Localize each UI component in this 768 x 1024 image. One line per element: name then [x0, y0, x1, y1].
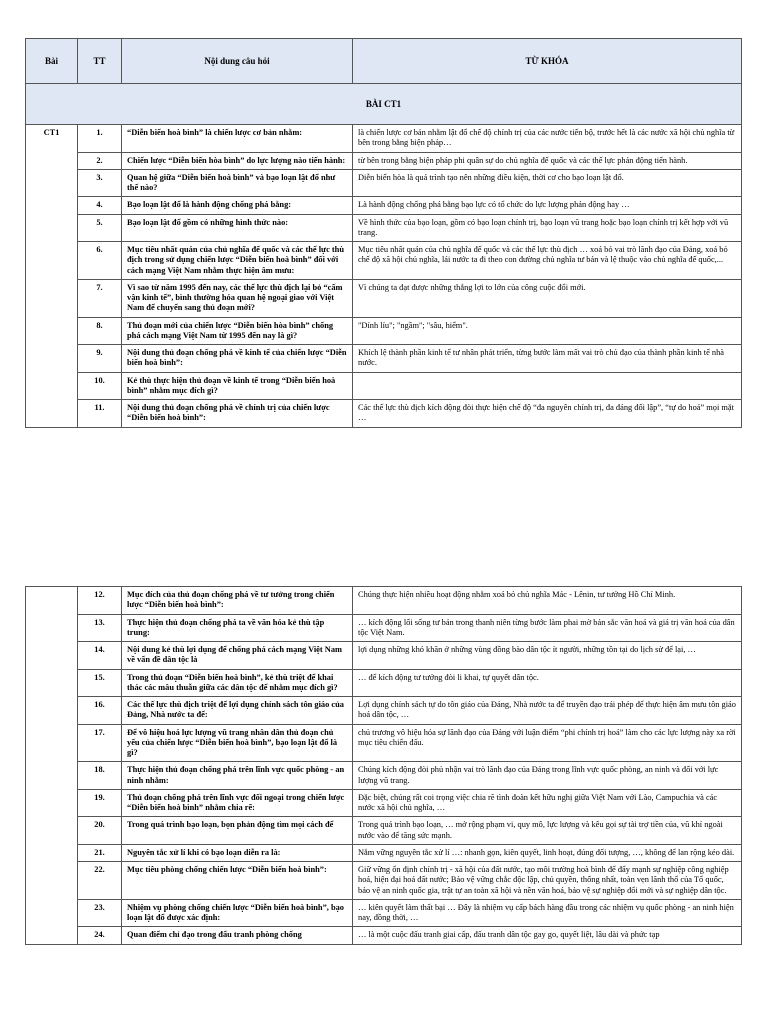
keyword-text: … là một cuộc đấu tranh giai cấp, đấu tranh dân tộc gay go, quyết liệt, lâu dài và phức tạp	[358, 930, 660, 940]
question-cell: Mục đích của thủ đoạn chống phá về tư tưởng trong chiến lược “Diễn biến hoà bình”:	[122, 587, 353, 615]
keyword-text: là chiến lược cơ bản nhằm lật đổ chế độ chính trị của các nước tiến bộ, trước hết là các nước xã hội chủ nghĩa từ bên trong bằng biện pháp…	[358, 128, 735, 148]
table-row	[26, 214, 742, 242]
keyword-cell	[353, 862, 742, 900]
question-cell: Nguyên tắc xử lí khi có bạo loạn diễn ra là:	[122, 844, 353, 861]
row-number: 18.	[78, 762, 122, 790]
table-row	[26, 242, 742, 280]
row-number: 16.	[78, 697, 122, 725]
keyword-cell	[353, 242, 742, 280]
keyword-text: Khích lệ thành phần kinh tế tư nhân phát triển, từng bước làm mất vai trò chủ đạo của thành phần kinh tế nhà nước.	[358, 348, 724, 368]
row-number: 10.	[78, 372, 122, 400]
table-row	[26, 152, 742, 169]
table-row	[26, 614, 742, 642]
table-row	[26, 125, 742, 153]
row-number: 2.	[78, 152, 122, 169]
keyword-cell	[353, 642, 742, 670]
row-number: 11.	[78, 400, 122, 428]
keyword-cell	[353, 789, 742, 817]
question-cell: Mục tiêu phòng chống chiến lược “Diễn biến hoà bình”:	[122, 862, 353, 900]
header-bai: Bài	[26, 39, 78, 84]
keyword-text: Trong quá trình bạo loạn, … mở rộng phạm vi, quy mô, lực lượng và kêu gọi sự tài trợ tiền của, vũ khí ngoài nước vào để tăng sức mạnh.	[358, 820, 723, 840]
question-cell: Thủ đoạn chống phá trên lĩnh vực đối ngoại trong chiến lược “Diễn biến hoà bình” nhằm chia rẽ:	[122, 789, 353, 817]
table-row	[26, 642, 742, 670]
header-question: Nội dung câu hỏi	[122, 39, 353, 84]
table-row	[26, 317, 742, 345]
keyword-text: Về hình thức của bạo loạn, gồm có bạo loạn chính trị, bạo loạn vũ trang hoặc bạo loạn chính trị kết hợp với vũ trang.	[358, 217, 729, 237]
row-number: 19.	[78, 789, 122, 817]
table-row	[26, 724, 742, 762]
table-row	[26, 372, 742, 400]
table-row	[26, 279, 742, 317]
keyword-text: … kích động lối sống tư bản trong thanh niên từng bước làm phai mờ bản sắc văn hoá và giá trị văn hoá của dân tộc Việt Nam.	[358, 617, 735, 637]
keyword-text: … để kích động tư tưởng đòi li khai, tự quyết dân tộc.	[358, 672, 539, 682]
header-tt: TT	[78, 39, 122, 84]
row-number: 14.	[78, 642, 122, 670]
table-row	[26, 587, 742, 615]
row-number: 3.	[78, 169, 122, 197]
table-row	[26, 197, 742, 214]
row-number: 17.	[78, 724, 122, 762]
keyword-text: Các thế lực thù địch kích động đòi thực hiện chế độ “đa nguyên chính trị, đa đảng đối lập”, “tự do hoá” mọi mặt …	[358, 403, 734, 423]
bai-cell	[26, 587, 78, 945]
question-cell: Các thế lực thù địch triệt để lợi dụng chính sách tôn giáo của Đảng, Nhà nước ta để:	[122, 697, 353, 725]
question-cell: Trong thủ đoạn “Diễn biến hoà bình”, kẻ thù triệt để khai thác các mâu thuẫn giữa các dân tộc để nhằm mục đích gì?	[122, 669, 353, 697]
keyword-cell	[353, 152, 742, 169]
keyword-cell	[353, 697, 742, 725]
question-cell: Nội dung thủ đoạn chống phá về kinh tế của chiến lược “Diễn biến hoà bình”:	[122, 345, 353, 373]
header-keyword: TỪ KHÓA	[353, 39, 742, 84]
row-number: 1.	[78, 125, 122, 153]
row-number: 9.	[78, 345, 122, 373]
table-row	[26, 844, 742, 861]
table-page-1	[25, 38, 741, 428]
question-cell: Thực hiện thủ đoạn chống phá trên lĩnh vực quốc phòng - an ninh nhằm:	[122, 762, 353, 790]
keyword-cell	[353, 345, 742, 373]
question-cell: Quan hệ giữa “Diễn biến hoà bình” và bạo loạn lật đổ như thế nào?	[122, 169, 353, 197]
question-cell: Kẻ thù thực hiện thủ đoạn về kinh tế trong “Diễn biến hoà bình” nhằm mục đích gì?	[122, 372, 353, 400]
keyword-cell	[353, 169, 742, 197]
question-table	[25, 38, 742, 428]
row-number: 23.	[78, 899, 122, 927]
keyword-cell	[353, 400, 742, 428]
keyword-text: chủ trương vô hiệu hóa sự lãnh đạo của Đảng với luận điểm “phi chính trị hoá” làm cho các lực lượng này xa rời mục tiêu chiến đấu.	[358, 727, 736, 747]
keyword-text: từ bên trong bằng biện pháp phi quân sự do chủ nghĩa đế quốc và các thế lực phản động tiến hành.	[358, 155, 688, 165]
keyword-cell	[353, 587, 742, 615]
row-number: 22.	[78, 862, 122, 900]
question-cell: Chiến lược “Diễn biến hòa bình” do lực lượng nào tiến hành:	[122, 152, 353, 169]
table-row	[26, 669, 742, 697]
keyword-cell	[353, 317, 742, 345]
question-cell: Quan điểm chỉ đạo trong đấu tranh phòng chống	[122, 927, 353, 944]
question-cell: Nhiệm vụ phòng chống chiến lược “Diễn biến hoà bình”, bạo loạn lật đổ được xác định:	[122, 899, 353, 927]
table-row	[26, 899, 742, 927]
row-number: 4.	[78, 197, 122, 214]
keyword-text: … kiên quyết làm thất bại … Đây là nhiệm vụ cấp bách hàng đầu trong các nhiệm vụ quốc phòng - an ninh hiện nay, đồng thời, …	[358, 902, 734, 922]
row-number: 24.	[78, 927, 122, 944]
bai-cell: CT1	[26, 125, 78, 428]
table-row	[26, 345, 742, 373]
question-cell: Trong quá trình bạo loạn, bọn phản động tìm mọi cách để	[122, 817, 353, 845]
keyword-cell	[353, 125, 742, 153]
question-table-continued	[25, 586, 742, 945]
keyword-text: Diễn biến hòa là quá trình tạo nên những điều kiện, thời cơ cho bạo loạn lật đổ.	[358, 172, 624, 182]
question-cell: Thủ đoạn mới của chiến lược “Diễn biến hòa bình” chống phá cách mạng Việt Nam từ 1995 đến nay là gì?	[122, 317, 353, 345]
question-cell: Để vô hiệu hoá lực lượng vũ trang nhân dân thủ đoạn chủ yếu của chiến lược “Diễn biến hoà bình”, bạo loạn lật đổ là gì?	[122, 724, 353, 762]
keyword-cell	[353, 927, 742, 944]
table-row	[26, 817, 742, 845]
keyword-cell	[353, 762, 742, 790]
table-page-2	[25, 586, 741, 945]
keyword-cell	[353, 844, 742, 861]
table-row	[26, 697, 742, 725]
keyword-cell	[353, 669, 742, 697]
keyword-cell	[353, 372, 742, 400]
table-row	[26, 762, 742, 790]
table-row	[26, 789, 742, 817]
row-number: 21.	[78, 844, 122, 861]
row-number: 12.	[78, 587, 122, 615]
table-row	[26, 400, 742, 428]
keyword-text: Lợi dụng chính sách tự do tôn giáo của Đảng, Nhà nước ta để truyền đạo trái phép để thực hiện âm mưu tôn giáo hoá dân tộc, …	[358, 700, 736, 720]
keyword-cell	[353, 899, 742, 927]
question-cell: Bạo loạn lật đổ là hành động chống phá bằng:	[122, 197, 353, 214]
question-cell: “Diễn biến hoà bình” là chiến lược cơ bản nhằm:	[122, 125, 353, 153]
keyword-text: lợi dụng những khó khăn ở những vùng đồng bào dân tộc ít người, những tồn tại do lịch sử để lại, …	[358, 645, 696, 654]
keyword-text: Đặc biệt, chúng rất coi trọng việc chia rẽ tình đoàn kết hữu nghị giữa Việt Nam với Lào, Campuchia và các nước xã hội chủ nghĩa, …	[358, 792, 718, 812]
row-number: 20.	[78, 817, 122, 845]
table-row	[26, 169, 742, 197]
keyword-text: Mục tiêu nhất quán của chủ nghĩa đế quốc và các thế lực thù địch … xoá bỏ vai trò lãnh đạo của Đảng, xoá bỏ chế độ xã hội chủ nghĩa, lái nước ta đi theo con đường chủ nghĩa tư bản và lệ thuộc vào chủ nghĩa đế quốc,...	[358, 245, 728, 265]
keyword-text: Nắm vững nguyên tắc xử lí …: nhanh gọn, kiên quyết, linh hoạt, đúng đối tượng, …, không để lan rộng kéo dài.	[358, 847, 735, 857]
question-cell: Thực hiện thủ đoạn chống phá ta về văn hóa kẻ thù tập trung:	[122, 614, 353, 642]
keyword-text: Giữ vững ổn định chính trị - xã hội của đất nước, tạo môi trường hoà bình để đẩy mạnh sự nghiệp công nghiệp hoá, hiện đại hoá đất nước; Bảo vệ vững chắc độc lập, chủ quyền, thống nhất, toàn vẹn lãnh thổ của Tổ quốc, bảo vệ an ninh quốc gia, trật tự an toàn xã hội và nền văn hoá, bảo vệ sự nghiệp đổi mới và sự nghiệp dân tộc.	[358, 865, 729, 895]
question-cell: Bạo loạn lật đổ gồm có những hình thức nào:	[122, 214, 353, 242]
question-cell: Nội dung thủ đoạn chống phá về chính trị của chiến lược “Diễn biến hoà bình”:	[122, 400, 353, 428]
row-number: 13.	[78, 614, 122, 642]
question-cell: Vì sao từ năm 1995 đến nay, các thế lực thù địch lại bỏ “cấm vận kinh tế”, bình thường hóa quan hệ ngoại giao với Việt Nam để chuyển sang thủ đoạn mới?	[122, 279, 353, 317]
section-title: BÀI CT1	[26, 84, 742, 125]
question-cell: Mục tiêu nhất quán của chủ nghĩa đế quốc và các thế lực thù địch trong sử dụng chiến lược “Diễn biến hoà bình” đối với cách mạng Việt Nam nhằm thực hiện âm mưu:	[122, 242, 353, 280]
keyword-text: Chúng thực hiện nhiều hoạt động nhằm xoá bỏ chủ nghĩa Mác - Lênin, tư tưởng Hồ Chí Minh.	[358, 590, 676, 599]
keyword-cell	[353, 817, 742, 845]
row-number: 8.	[78, 317, 122, 345]
row-number: 5.	[78, 214, 122, 242]
keyword-text: Là hành động chống phá bằng bạo lực có tổ chức do lực lượng phản động hay …	[358, 200, 630, 210]
header-row	[26, 39, 742, 84]
keyword-cell	[353, 724, 742, 762]
row-number: 7.	[78, 279, 122, 317]
question-cell: Nội dung kẻ thù lợi dụng để chống phá cách mạng Việt Nam về vấn đề dân tộc là	[122, 642, 353, 670]
keyword-cell	[353, 614, 742, 642]
keyword-text: "Dính líu"; "ngầm"; "sâu, hiểm".	[358, 320, 468, 330]
table-row	[26, 927, 742, 944]
section-row	[26, 84, 742, 125]
row-number: 6.	[78, 242, 122, 280]
keyword-text: Chúng kích động đòi phủ nhận vai trò lãnh đạo của Đảng trong lĩnh vực quốc phòng, an ninh và đối với lực lượng vũ trang.	[358, 765, 719, 785]
keyword-text: Vì chúng ta đạt được những thắng lợi to lớn của công cuộc đổi mới.	[358, 282, 586, 292]
keyword-cell	[353, 197, 742, 214]
table-row	[26, 862, 742, 900]
keyword-cell	[353, 279, 742, 317]
row-number: 15.	[78, 669, 122, 697]
keyword-cell	[353, 214, 742, 242]
